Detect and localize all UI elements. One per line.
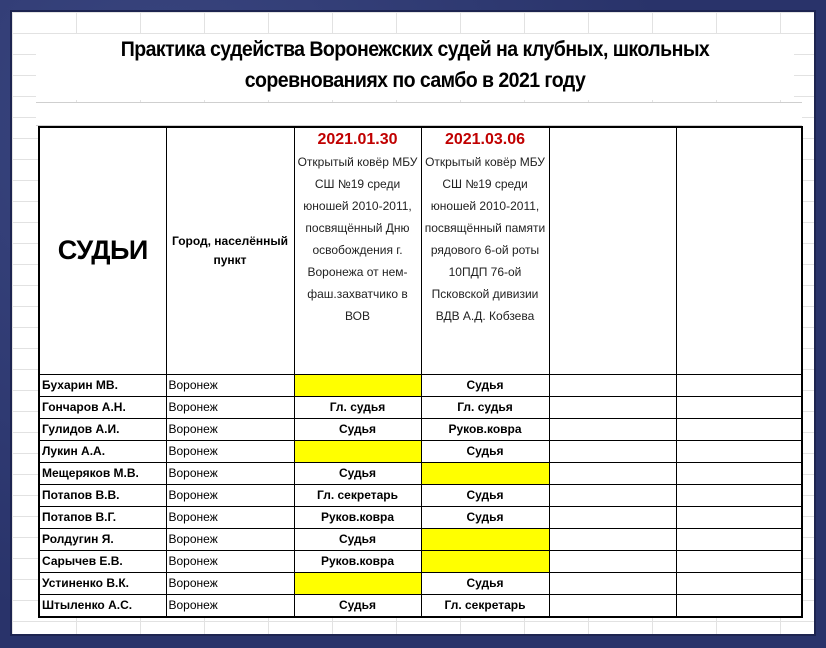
city-cell[interactable]: Воронеж — [166, 396, 294, 418]
judge-name-cell[interactable]: Штыленко А.С. — [39, 594, 166, 617]
table-row — [39, 462, 802, 484]
judge-name-cell[interactable]: Гончаров А.Н. — [39, 396, 166, 418]
table-row — [39, 418, 802, 440]
empty-cell[interactable] — [676, 550, 802, 572]
event-1-role-cell[interactable] — [294, 572, 421, 594]
city-header: Город, населённый пункт — [166, 127, 294, 374]
event-2-role-cell[interactable]: Гл. судья — [421, 396, 549, 418]
empty-cell[interactable] — [676, 484, 802, 506]
empty-cell[interactable] — [549, 572, 676, 594]
city-cell[interactable]: Воронеж — [166, 572, 294, 594]
empty-cell[interactable] — [676, 462, 802, 484]
judge-name-cell[interactable]: Мещеряков М.В. — [39, 462, 166, 484]
title-line-2: соревнованиях по самбо в 2021 году — [244, 69, 586, 92]
table-row — [39, 506, 802, 528]
city-cell[interactable]: Воронеж — [166, 594, 294, 617]
page-title — [36, 34, 794, 100]
table-row — [39, 396, 802, 418]
table-row — [39, 550, 802, 572]
event-1-role-cell[interactable]: Судья — [294, 462, 421, 484]
judge-name-cell[interactable]: Сарычев Е.В. — [39, 550, 166, 572]
empty-cell[interactable] — [549, 396, 676, 418]
event-description-2: Открытый ковёр МБУ СШ №19 среди юношей 2010-2011, посвящённый памяти рядового 6-ой роты 10ПДП 76-ой Псковской дивизии ВДВ А.Д. Кобзева — [424, 155, 546, 323]
empty-cell[interactable] — [549, 418, 676, 440]
empty-cell[interactable] — [676, 594, 802, 617]
event-2-role-cell[interactable] — [421, 462, 549, 484]
table-header-row — [39, 127, 802, 374]
judge-name-cell[interactable]: Ролдугин Я. — [39, 528, 166, 550]
event-date-1: 2021.01.30 — [317, 131, 398, 148]
event-header-2 — [421, 127, 549, 374]
empty-cell[interactable] — [549, 594, 676, 617]
event-1-role-cell[interactable]: Судья — [294, 418, 421, 440]
event-2-role-cell[interactable]: Гл. секретарь — [421, 594, 549, 617]
event-1-role-cell[interactable]: Судья — [294, 528, 421, 550]
table-row — [39, 572, 802, 594]
event-1-role-cell[interactable]: Руков.ковра — [294, 550, 421, 572]
event-2-role-cell[interactable]: Судья — [421, 374, 549, 396]
judge-name-cell[interactable]: Бухарин МВ. — [39, 374, 166, 396]
event-1-role-cell[interactable]: Гл. судья — [294, 396, 421, 418]
city-cell[interactable]: Воронеж — [166, 506, 294, 528]
empty-header-cell — [549, 127, 676, 374]
empty-cell[interactable] — [676, 396, 802, 418]
city-cell[interactable]: Воронеж — [166, 440, 294, 462]
empty-cell[interactable] — [549, 440, 676, 462]
city-cell[interactable]: Воронеж — [166, 418, 294, 440]
event-header-1 — [294, 127, 421, 374]
city-cell[interactable]: Воронеж — [166, 550, 294, 572]
spreadsheet-sheet — [12, 12, 814, 634]
empty-cell[interactable] — [676, 528, 802, 550]
empty-cell[interactable] — [549, 462, 676, 484]
empty-cell[interactable] — [549, 506, 676, 528]
judge-name-cell[interactable]: Устиненко В.К. — [39, 572, 166, 594]
event-2-role-cell[interactable]: Судья — [421, 484, 549, 506]
event-1-role-cell[interactable] — [294, 374, 421, 396]
event-description-1: Открытый ковёр МБУ СШ №19 среди юношей 2010-2011, посвящённый Дню освобождения г. Воронежа от нем-фаш.захватчико в ВОВ — [297, 155, 418, 323]
empty-cell[interactable] — [549, 374, 676, 396]
table-row — [39, 484, 802, 506]
event-2-role-cell[interactable]: Руков.ковра — [421, 418, 549, 440]
table-row — [39, 528, 802, 550]
event-2-role-cell[interactable]: Судья — [421, 506, 549, 528]
city-cell[interactable]: Воронеж — [166, 484, 294, 506]
empty-cell[interactable] — [549, 484, 676, 506]
empty-cell[interactable] — [676, 572, 802, 594]
city-cell[interactable]: Воронеж — [166, 374, 294, 396]
event-2-role-cell[interactable] — [421, 528, 549, 550]
table-row — [39, 594, 802, 617]
judge-name-cell[interactable]: Гулидов А.И. — [39, 418, 166, 440]
empty-header-cell — [676, 127, 802, 374]
judges-table — [38, 126, 803, 618]
empty-cell[interactable] — [676, 440, 802, 462]
empty-row — [36, 102, 802, 126]
judge-name-cell[interactable]: Потапов В.Г. — [39, 506, 166, 528]
title-line-1: Практика судейства Воронежских судей на клубных, школьных — [120, 38, 710, 61]
city-cell[interactable]: Воронеж — [166, 462, 294, 484]
judges-header: СУДЬИ — [39, 127, 166, 374]
judge-name-cell[interactable]: Потапов В.В. — [39, 484, 166, 506]
empty-cell[interactable] — [676, 374, 802, 396]
event-2-role-cell[interactable]: Судья — [421, 440, 549, 462]
event-1-role-cell[interactable]: Судья — [294, 594, 421, 617]
empty-cell[interactable] — [676, 506, 802, 528]
event-1-role-cell[interactable] — [294, 440, 421, 462]
city-cell[interactable]: Воронеж — [166, 528, 294, 550]
event-1-role-cell[interactable]: Гл. секретарь — [294, 484, 421, 506]
judge-name-cell[interactable]: Лукин А.А. — [39, 440, 166, 462]
table-row — [39, 440, 802, 462]
empty-cell[interactable] — [549, 550, 676, 572]
empty-cell[interactable] — [676, 418, 802, 440]
event-2-role-cell[interactable] — [421, 550, 549, 572]
table-row — [39, 374, 802, 396]
event-1-role-cell[interactable]: Руков.ковра — [294, 506, 421, 528]
event-date-2: 2021.03.06 — [444, 131, 526, 148]
event-2-role-cell[interactable]: Судья — [421, 572, 549, 594]
empty-cell[interactable] — [549, 528, 676, 550]
